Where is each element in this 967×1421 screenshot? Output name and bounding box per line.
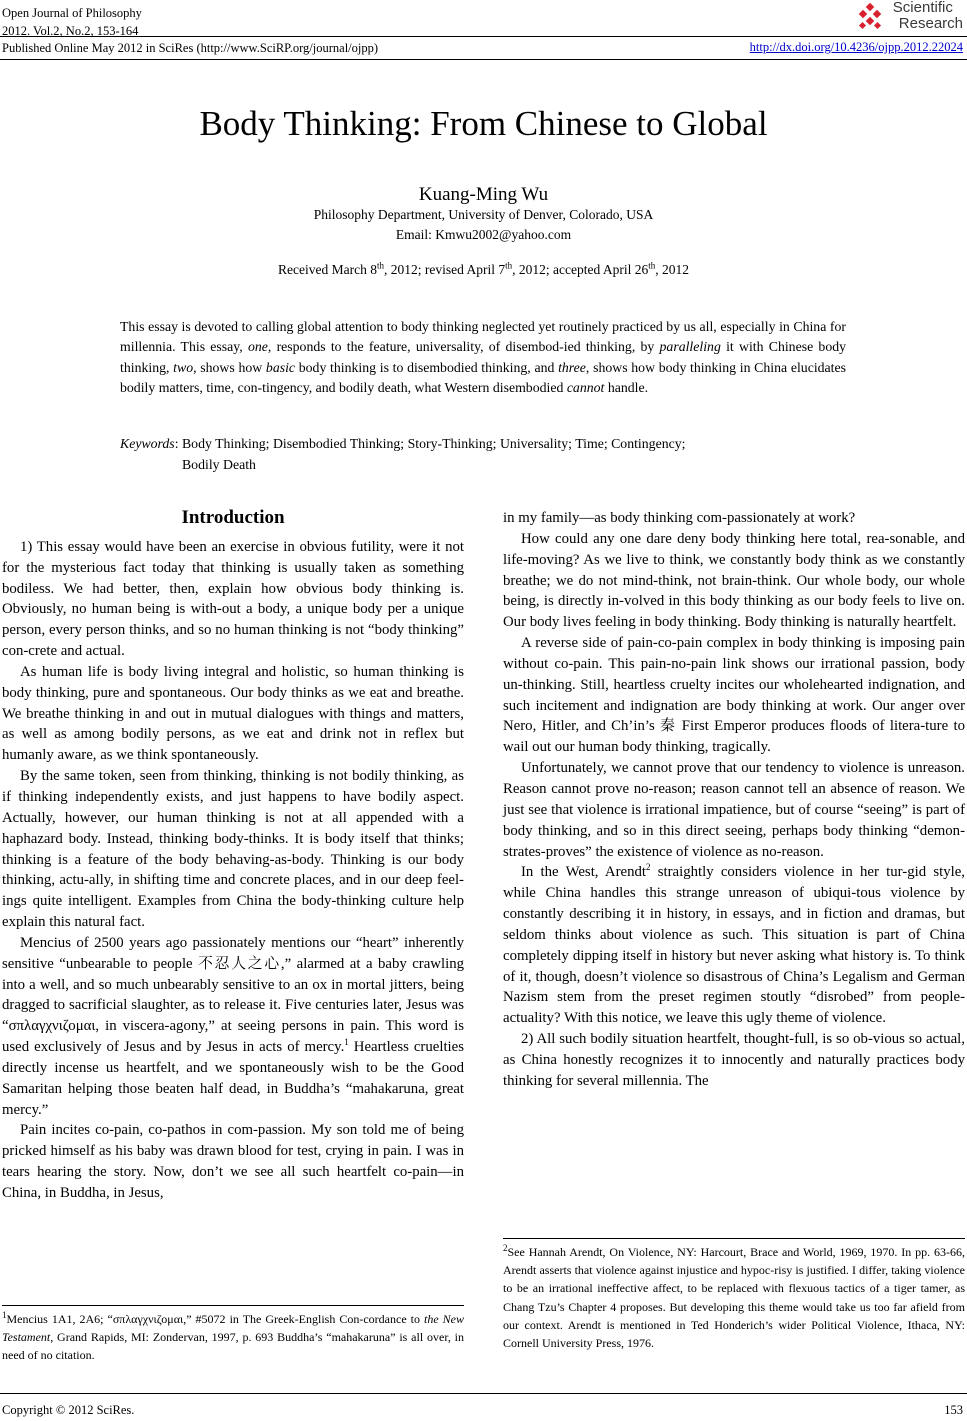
abstract [120,317,846,399]
footnote-rule-left [2,1305,464,1306]
keywords-label: Keywords [120,436,175,451]
footnote-text: Mencius 1A1, 2A6; “σπλαγχνιζομαι,” #5072 in The Greek-English Con-cordance to [6,1312,424,1326]
abstract-text: , shows how body thinking in China elucidates bodily matters, time, con-tingency, and bodily death, what Western disembodied [120,359,846,396]
keywords [120,433,846,475]
logo-line2: Research [898,15,963,32]
right-column [503,508,965,1092]
logo-line1: Scientific [892,0,953,16]
journal-header [2,5,378,58]
left-column [2,508,464,1204]
footnote-number: 1 [2,1310,7,1320]
paragraph: A reverse side of pain-co-pain complex in body thinking is imposing pain without co-pain. This pain-no-pain link shows our irrational passion, body un-thinking. Still, heartless cruelty incites our wholehearted indignation, and such incitement and indignation are body thinking at work. Our anger over Nero, Hitler, and Ch’in’s 秦 First Emperor produces floods of litera-ture to wail out our human body thinking, tragically. [503,635,965,756]
paragraph [503,862,965,1029]
abstract-emphasis: paralleling [659,339,721,355]
footnote-rule-right [503,1238,965,1239]
logo-text [893,0,963,32]
paragraph: How could any one dare deny body thinking here total, rea-sonable, and life-moving? As we live to think, we constantly body think as we constantly breathe; we do not mind-think, not brain-think. Our whole body, our whole being, is directly in-volved in this body thinking as our body feels to live on. Our body lives feeling in body thinking. Body thinking is naturally heartfelt. [503,530,965,631]
scientific-research-logo-icon [857,3,885,31]
keywords-line2: Bodily Death [181,457,256,472]
page-number: 153 [944,1403,963,1417]
paragraph-text: In the West, Arendt [521,864,646,881]
footnote-text: , Grand Rapids, MI: Zondervan, 1997, p. 693 Buddha’s “mahakaruna” is all over, in need of no citation. [2,1330,464,1363]
accepted-date: , 2012; accepted April 26 [512,262,649,277]
article-title: Body Thinking: From Chinese to Global [199,104,768,143]
abstract-emphasis: cannot [566,380,605,396]
abstract-emphasis: basic [265,359,296,375]
paragraph: 2) All such bodily situation heartfelt, thought-full, is so ob-vious so actual, as China honestly recognizes it to innocently and naturally practices body thinking for several millennia. The [503,1031,965,1089]
copyright: Copyright © 2012 SciRes. [2,1403,135,1417]
abstract-text: , shows how [193,359,266,375]
keywords-line1: Body Thinking; Disembodied Thinking; Story-Thinking; Universality; Time; Contingency; [181,436,686,451]
paragraph-text: Heartless cruelties directly incense us heartfelt, and we spontaneously wish to be the Good Samaritan helping those beaten half dead, in Buddha’s “mahakaruna, great mercy.” [2,1039,464,1118]
abstract-text: , responds to the feature, universality, of disembod-ied thinking, by [267,339,660,355]
abstract-text: This essay is devoted to calling global attention to body thinking neglected yet routinely practiced by us all, especially in China for millennia. This essay, [120,319,846,355]
doi-link[interactable]: http://dx.doi.org/10.4236/ojpp.2012.22024 [749,40,963,54]
received-dates [0,262,967,278]
paragraph: As human life is body living integral and holistic, so human thinking is body thinking, pure and spontaneous. Our body thinks as we eat and breathe. We breathe thinking in and out in mutual dialogues with things and matters, as well as among bodily persons, as we eat and drink not in reflex but humanly aware, as we think spontaneously. [2,663,464,764]
paragraph-text: straightly considers violence in her tur-gid style, while China handles this strange unreason of ubiqui-tous violence by constantly describing it in history, in essays, and in fiction and dramas, but seldom thinks about violence as such. This situation is part of China completely dipping itself in history but never asking what history is. To think of it, though, doesn’t violence so disastrous of China’s Legalism and German Nazism stem from the preset regimen stoutly “disrobed” from people-actuality? With this notice, we leave this ugly theme of violence. [503,864,965,1027]
abstract-text: it with Chinese body thinking, [120,339,847,375]
abstract-emphasis: two [173,359,194,375]
abstract-emphasis: one [247,339,268,355]
footnote-ref-1[interactable]: 1 [344,1037,349,1048]
footnote-italic: the New Testament [2,1312,465,1345]
publisher-logo [853,0,963,34]
paragraph: Unfortunately, we cannot prove that our tendency to violence is unreason. Reason cannot prove no-reason; reason cannot tell an absence of reason. We just see that violence is irrational impatience, but of course “seeing” is part of body thinking, and so in this direct seeing, perhaps body thinking “demon-strates-proves” the existence of violence as no-reason. [503,760,965,860]
paragraph: By the same token, seen from thinking, thinking is not bodily thinking, as if thinking independently exists, and just happens to have bodily aspect. Actually, however, our human thinking is not at all appended with a haphazard body. Instead, thinking body-thinks. It is body itself that thinks; thinking is a feature of the body behaving-as-body. Thinking is our body thinking, actu-ally, in shifting time and concrete places, and in our deep feel-ings quite intelligent. Examples from China the body-thinking culture help explain this natural fact. [2,768,464,931]
paragraph: Pain incites co-pain, co-pathos in com-passion. My son told me of being pricked himself as his baby was drawn blood for test, crying in pain. I was in tears hearing the story. Now, don’t we see all such heartfelt co-pain—in China, in Buddha, in Jesus, [2,1122,464,1201]
footnote-ref-2[interactable]: 2 [646,862,651,873]
abstract-text: body thinking is to disembodied thinking, and [295,359,559,375]
paragraph-continued: in my family—as body thinking com-passionately at work? [503,510,856,526]
journal-name: Open Journal of Philosophy [2,6,142,20]
header-rule-top [0,36,967,37]
abstract-text: handle. [604,380,649,396]
abstract-emphasis: three [558,359,586,375]
keywords-colon: : [174,436,179,451]
revised-date: , 2012; revised April 7 [383,262,506,277]
footnote-text: See Hannah Arendt, On Violence, NY: Harcourt, Brace and World, 1969, 1970. In pp. 63-66, Arendt asserts that violence against injustice and hypoc-risy is justified. I differ, taking violence to be an irrational ineffective affect, to be replaced with flexuous tactics of a tiger tamer, as Chang Tzu’s Chapter 4 proposes. But developing this theme would take us too far afield from our context. Arendt is mentioned in Ted Honderich’s wider Political Violence, Ithaca, NY: Cornell University Press, 1976. [503,1245,965,1351]
superscript: th [376,260,384,271]
paragraph: 1) This essay would have been an exercise in obvious futility, were it not for the mysterious fact today that thinking is usually taken as something bodiless. We had better, then, explain how obvious body thinking is. Obviously, no human being is with-out a body, a unique body per a unique person, every person thinks, and so no human thinking is not “body thinking” con-crete and actual. [2,538,464,660]
received-date: Received March 8 [278,262,377,277]
footnote-2 [503,1243,965,1352]
superscript: th [648,260,656,271]
author-affiliation: Philosophy Department, University of Denver, Colorado, USA [313,207,654,222]
footer-rule [0,1393,967,1394]
header-rule-bottom [0,59,967,60]
published-line: Published Online May 2012 in SciRes (http://www.SciRP.org/journal/ojpp) [2,41,379,55]
paragraph-text: Mencius of 2500 years ago passionately mentions our “heart” inherently sensitive “unbearable to people 不忍人之心,” alarmed at a baby crawling into a well, and so much unbearably sensitive to an ox in mortal jitters, being dragged to sacrificial slaughter, as to release it. Five centuries later, Jesus was “σπλαγχνιζομαι, in viscera-agony,” at seeing persons in pain. This word is used exclusively of Jesus and by Jesus in acts of mercy. [2,934,464,1056]
author-name: Kuang-Ming Wu [418,184,549,205]
superscript: th [505,260,513,271]
journal-volume: 2012. Vol.2, No.2, 153-164 [2,23,139,38]
footnote-number: 2 [503,1243,508,1253]
paragraph [2,933,464,1121]
section-heading-introduction: Introduction [181,507,285,528]
footnote-1 [2,1310,464,1365]
year: , 2012 [655,262,689,277]
author-email: Email: Kmwu2002@yahoo.com [395,227,572,242]
